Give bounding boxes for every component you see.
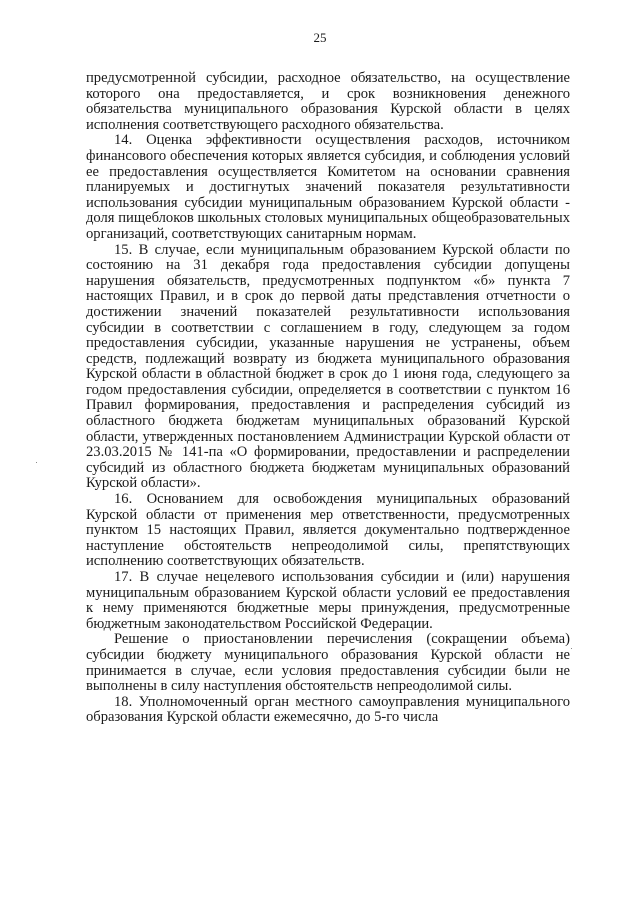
paragraph-14-efficiency-assessment: 14. Оценка эффективности осуществления расходов, источником финансового обеспечения которых является субсидия, и соблюдения условий ее предоставления осуществляется Комитетом на основании сравнения планируемых и достигнутых значений показателя результативности использования субсидии муниципальным образованием Курской области - доля пищеблоков школьных столовых муниципальных общеобразовательных организаций, соответствующих санитарным нормам.: [86, 132, 570, 242]
scan-speck: [36, 462, 37, 463]
paragraph-15-violations-refund: 15. В случае, если муниципальным образованием Курской области по состоянию на 31 декабря года предоставления субсидии допущены нарушения обязательств, предусмотренных подпунктом «б» пункта 7 настоящих Правил, и в срок до первой даты представления отчетности о достижении значений показателей результативности использования субсидии в соответствии с соглашением в году, следующем за годом предоставления субсидии, указанные нарушения не устранены, объем средств, подлежащий возврату из бюджета муниципального образования Курской области в областной бюджет в срок до 1 июня года, следующего за годом предоставления субсидии, определяется в соответствии с пунктом 16 Правил формирования, предоставления и распределения субсидий из областного бюджета бюджетам муниципальных образований Курской области, утвержденных постановлением Администрации Курской области от 23.03.2015 № 141-па «О формировании, предоставлении и распределении субсидий из областного бюджета бюджетам муниципальных образований Курской области».: [86, 241, 570, 492]
paragraph-continuation: предусмотренной субсидии, расходное обязательство, на осуществление которого она предоставляется, и срок возникновения денежного обязательства муниципального образования Курской области в целях исполнения соответствующего расходного обязательства.: [86, 70, 570, 133]
paragraph-18-monthly-report: 18. Уполномоченный орган местного самоуправления муниципального образования Курской области ежемесячно, до 5-го числа: [86, 693, 570, 726]
page-number: 25: [313, 30, 327, 45]
paragraph-17-misuse-measures: 17. В случае нецелевого использования субсидии и (или) нарушения муниципальным образованием Курской области условий ее предоставления к нему применяются бюджетные меры принуждения, предусмотренные бюджетным законодательством Российской Федерации.: [86, 569, 570, 632]
document-body: [86, 71, 570, 726]
paragraph-16-force-majeure: 16. Основанием для освобождения муниципальных образований Курской области от применения мер ответственности, предусмотренных пунктом 15 настоящих Правил, является документально подтвержденное наступление обстоятельств непреодолимой силы, препятствующих исполнению соответствующих обязательств.: [86, 491, 570, 570]
paragraph-17-suspension-decision: Решение о приостановлении перечисления (сокращении объема) субсидии бюджету муниципального образования Курской области не принимается в случае, если условия предоставления субсидии были не выполнены в силу наступления обстоятельств непреодолимой силы.: [86, 631, 570, 695]
scan-speck: [571, 648, 572, 649]
